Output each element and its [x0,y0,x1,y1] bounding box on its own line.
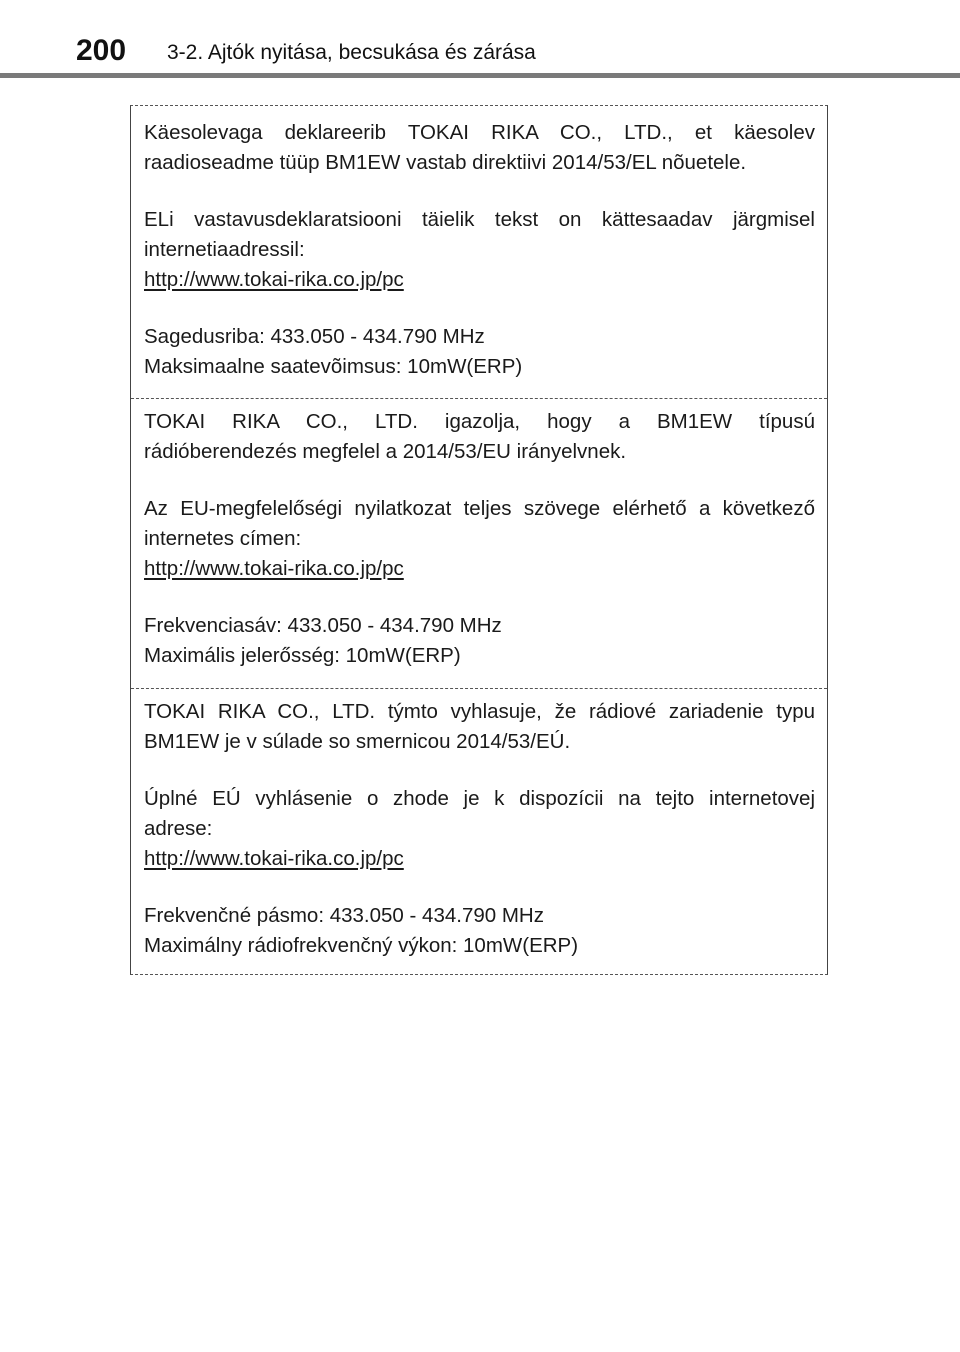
declaration-line: TOKAI RIKA CO., LTD. týmto vyhlasuje, že rádiové zariadenie typu [144,700,815,723]
frequency-band-text: Sagedusriba: 433.050 - 434.790 MHz [144,325,485,348]
declaration-line: rádióberendezés megfelel a 2014/53/EU irányelvnek. [144,440,627,463]
declaration-line: Käesolevaga deklareerib TOKAI RIKA CO., LTD., et käesolev [144,121,815,144]
frequency-band-text: Frekvenčné pásmo: 433.050 - 434.790 MHz [144,904,544,927]
declaration-line: raadioseadme tüüp BM1EW vastab direktiivi 2014/53/EL nõuetele. [144,151,747,174]
declaration-line: Úplné EÚ vyhlásenie o zhode je k dispozícii na tejto internetovej [144,787,815,810]
declaration-url-link[interactable]: http://www.tokai-rika.co.jp/pc [144,847,404,870]
page-header [0,0,960,80]
header-rule [0,73,960,78]
frequency-band-text: Frekvenciasáv: 433.050 - 434.790 MHz [144,614,502,637]
declaration-line: BM1EW je v súlade so smernicou 2014/53/EÚ. [144,730,571,753]
declaration-line: internetes címen: [144,527,302,550]
declaration-block-hu [131,398,827,688]
max-power-text: Maksimaalne saatevõimsus: 10mW(ERP) [144,355,523,378]
declaration-block-et [131,106,827,398]
declaration-line: TOKAI RIKA CO., LTD. igazolja, hogy a BM1EW típusú [144,410,815,433]
section-title: 3-2. Ajtók nyitása, becsukása és zárása [167,41,536,64]
declaration-line: Az EU-megfelelőségi nyilatkozat teljes szövege elérhető a következő [144,497,815,520]
max-power-text: Maximálny rádiofrekvenčný výkon: 10mW(ERP) [144,934,579,957]
declaration-box [130,105,828,975]
declaration-block-sk [131,688,827,974]
declaration-line: adrese: [144,817,213,840]
declaration-line: internetiaadressil: [144,238,305,261]
declaration-line: ELi vastavusdeklaratsiooni täielik tekst on kättesaadav järgmisel [144,208,815,231]
declaration-url-link[interactable]: http://www.tokai-rika.co.jp/pc [144,268,404,291]
max-power-text: Maximális jelerősség: 10mW(ERP) [144,644,461,667]
declaration-url-link[interactable]: http://www.tokai-rika.co.jp/pc [144,557,404,580]
page-number: 200 [76,34,127,67]
